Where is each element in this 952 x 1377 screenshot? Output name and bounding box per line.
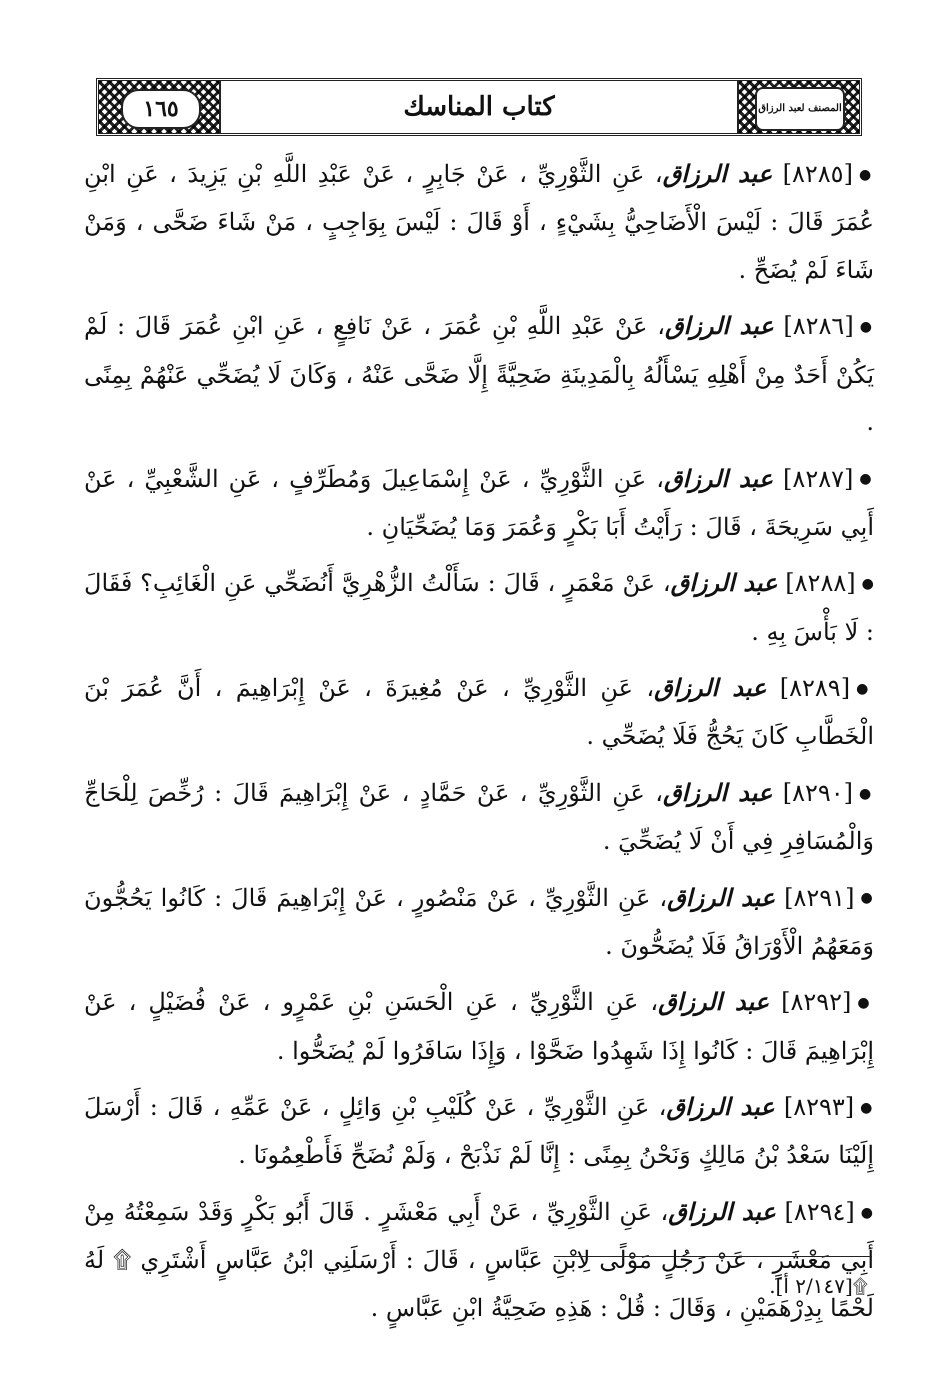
narrator-name: عبد الرزاق <box>654 673 767 702</box>
hadith-number: [٨٢٩٤] <box>784 1197 855 1226</box>
narrator-name: عبد الرزاق <box>666 1092 775 1121</box>
narrator-name: عبد الرزاق <box>663 463 773 493</box>
hadith-entry: ●[٨٢٨٧] عبد الرزاق، عَنِ الثَّوْرِيِّ ، عَنْ إِسْمَاعِيلَ وَمُطَرِّفٍ ، عَنِ الشَّعْبِيِّ ، عَنْ أَبِي سَرِيحَةَ ، قَالَ : رَأَيْتُ أَبَا بَكْرٍ وَعُمَرَ وَمَا يُضَحِّيَانِ . <box>84 463 874 541</box>
book-logo: المصنف لعبد الرزاق <box>755 87 845 131</box>
hadith-number: [٨٢٨٩] <box>779 674 851 702</box>
hadith-text: ، عَنِ الثَّوْرِيِّ ، عَنْ جَابِرٍ ، عَنْ عَبْدِ اللَّهِ بْنِ يَزِيدَ ، عَنِ ابْنِ عُمَرَ قَالَ : لَيْسَ الْأَضَاحِيُّ بِشَيْءٍ ، أَوْ قَالَ : لَيْسَ بِوَاجِبٍ ، مَنْ شَاءَ ضَحَّى ، وَمَنْ شَاءَ لَمْ يُضَحِّ . <box>84 160 874 284</box>
hadith-entry: ●[٨٢٩٤] عبد الرزاق، عَنِ الثَّوْرِيِّ ، عَنْ أَبِي مَعْشَرٍ . قَالَ أَبُو بَكْرٍ وَقَدْ سَمِعْتُهُ مِنْ أَبِي مَعْشَرٍ ، عَنْ رَجُلٍ مَوْلًى لِابْنِ عَبَّاسٍ ، قَالَ : أَرْسَلَنِي ابْنُ عَبَّاسٍ أَشْتَرِي ۩ لَهُ لَحْمًا بِدِرْهَمَيْنِ ، وَقَالَ : قُلْ : هَذِهِ ضَحِيَّةُ ابْنِ عَبَّاسٍ . <box>84 1196 874 1322</box>
hadith-entry: ●[٨٢٩٢] عبد الرزاق، عَنِ الثَّوْرِيِّ ، عَنِ الْحَسَنِ بْنِ عَمْرٍو ، عَنْ فُضَيْلٍ ، عَنْ إِبْرَاهِيمَ قَالَ : كَانُوا إِذَا شَهِدُوا ضَحَّوْا ، وَإِذَا سَافَرُوا لَمْ يُضَحُّوا . <box>84 987 874 1065</box>
hadith-text: ، عَنِ الثَّوْرِيِّ ، عَنْ حَمَّادٍ ، عَنْ إِبْرَاهِيمَ قَالَ : رُخِّصَ لِلْحَاجِّ وَالْمُسَافِرِ فِي أَنْ لَا يُضَحِّيَ . <box>84 778 874 855</box>
hadith-text: ، عَنْ مَعْمَرٍ ، قَالَ : سَأَلْتُ الزُّهْرِيَّ أَنُضَحِّي عَنِ الْغَائِبِ؟ فَقَالَ : لَا بَأْسَ بِهِ . <box>84 569 874 646</box>
hadith-text: ، عَنِ الثَّوْرِيِّ ، عَنْ كُلَيْبِ بْنِ وَائِلٍ ، عَنْ عَمِّهِ ، قَالَ : أَرْسَلَ إِلَيْنَا سَعْدُ بْنُ مَالِكٍ وَنَحْنُ بِمِنًى : إِنَّا لَمْ نَذْبَحْ ، وَلَمْ نُضَحِّ فَأَطْعِمُونَا . <box>84 1093 874 1170</box>
hadith-text: ، عَنِ الثَّوْرِيِّ ، عَنْ إِسْمَاعِيلَ وَمُطَرِّفٍ ، عَنِ الشَّعْبِيِّ ، عَنْ أَبِي سَرِيحَةَ ، قَالَ : رَأَيْتُ أَبَا بَكْرٍ وَعُمَرَ وَمَا يُضَحِّيَانِ . <box>84 464 874 541</box>
hadith-text: ، عَنِ الثَّوْرِيِّ ، عَنْ مَنْصُورٍ ، عَنْ إِبْرَاهِيمَ قَالَ : كَانُوا يَحُجُّونَ وَمَعَهُمُ الْأَوْرَاقُ فَلَا يُضَحُّونَ . <box>84 883 874 960</box>
hadith-entry: ●[٨٢٩٠] عبد الرزاق، عَنِ الثَّوْرِيِّ ، عَنْ حَمَّادٍ ، عَنْ إِبْرَاهِيمَ قَالَ : رُخِّصَ لِلْحَاجِّ وَالْمُسَافِرِ فِي أَنْ لَا يُضَحِّيَ . <box>84 777 874 855</box>
narrator-name: عبد الرزاق <box>662 159 773 188</box>
hadith-text: ، عَنِ الثَّوْرِيِّ ، عَنْ مُغِيرَةَ ، عَنْ إِبْرَاهِيمَ ، أَنَّ عُمَرَ بْنَ الْخَطَّابِ كَانَ يَحُجُّ فَلَا يُضَحِّي . <box>84 674 874 751</box>
narrator-name: عبد الرزاق <box>668 1196 776 1226</box>
hadith-entry: ●[٨٢٨٥] عبد الرزاق، عَنِ الثَّوْرِيِّ ، عَنْ جَابِرٍ ، عَنْ عَبْدِ اللَّهِ بْنِ يَزِيدَ ، عَنِ ابْنِ عُمَرَ قَالَ : لَيْسَ الْأَضَاحِيُّ بِشَيْءٍ ، أَوْ قَالَ : لَيْسَ بِوَاجِبٍ ، مَنْ شَاءَ ضَحَّى ، وَمَنْ شَاءَ لَمْ يُضَحِّ . <box>84 159 874 284</box>
hadith-entry: ●[٨٢٨٨] عبد الرزاق، عَنْ مَعْمَرٍ ، قَالَ : سَأَلْتُ الزُّهْرِيَّ أَنُضَحِّي عَنِ الْغَائِبِ؟ فَقَالَ : لَا بَأْسَ بِهِ . <box>84 568 875 646</box>
narrator-name: عبد الرزاق <box>658 987 770 1017</box>
hadith-number: [٨٢٩١] <box>784 883 855 912</box>
narrator-name: عبد الرزاق <box>664 311 774 341</box>
page-number: ١٦٥ <box>121 89 201 129</box>
narrator-name: عبد الرزاق <box>667 882 776 912</box>
hadith-text: ، عَنِ الثَّوْرِيِّ ، عَنْ أَبِي مَعْشَرٍ . قَالَ أَبُو بَكْرٍ وَقَدْ سَمِعْتُهُ مِنْ أَبِي مَعْشَرٍ ، عَنْ رَجُلٍ مَوْلًى لِابْنِ عَبَّاسٍ ، قَالَ : أَرْسَلَنِي ابْنُ عَبَّاسٍ أَشْتَرِي ۩ لَهُ لَحْمًا بِدِرْهَمَيْنِ ، وَقَالَ : قُلْ : هَذِهِ ضَحِيَّةُ ابْنِ عَبَّاسٍ . <box>84 1197 874 1322</box>
page-header <box>96 78 862 136</box>
narrator-name: عبد الرزاق <box>670 568 778 598</box>
ornament-left <box>99 81 221 133</box>
hadith-entry: ●[٨٢٨٩] عبد الرزاق، عَنِ الثَّوْرِيِّ ، عَنْ مُغِيرَةَ ، عَنْ إِبْرَاهِيمَ ، أَنَّ عُمَرَ بْنَ الْخَطَّابِ كَانَ يَحُجُّ فَلَا يُضَحِّي . <box>84 673 874 751</box>
hadith-number: [٨٢٨٦] <box>783 312 854 341</box>
ornament-right <box>737 81 859 133</box>
hadith-list <box>84 150 874 1340</box>
hadith-number: [٨٢٩٠] <box>782 778 854 807</box>
hadith-number: [٨٢٨٨] <box>785 569 856 598</box>
hadith-entry: ●[٨٢٩١] عبد الرزاق، عَنِ الثَّوْرِيِّ ، عَنْ مَنْصُورٍ ، عَنْ إِبْرَاهِيمَ قَالَ : كَانُوا يَحُجُّونَ وَمَعَهُمُ الْأَوْرَاقُ فَلَا يُضَحُّونَ . <box>84 882 874 960</box>
hadith-text: ، عَنِ الثَّوْرِيِّ ، عَنِ الْحَسَنِ بْنِ عَمْرٍو ، عَنْ فُضَيْلٍ ، عَنْ إِبْرَاهِيمَ قَالَ : كَانُوا إِذَا شَهِدُوا ضَحَّوْا ، وَإِذَا سَافَرُوا لَمْ يُضَحُّوا . <box>84 988 874 1065</box>
hadith-text: ، عَنْ عَبْدِ اللَّهِ بْنِ عُمَرَ ، عَنْ نَافِعٍ ، عَنِ ابْنِ عُمَرَ قَالَ : لَمْ يَكُنْ أَحَدٌ مِنْ أَهْلِهِ يَسْأَلُهُ بِالْمَدِينَةِ ضَحِيَّةً إِلَّا ضَحَّى عَنْهُ ، وَكَانَ لَا يُضَحِّي عَنْهُمْ بِمِنًى . <box>84 312 874 436</box>
hadith-number: [٨٢٨٥] <box>782 160 853 188</box>
hadith-number: [٨٢٩٣] <box>783 1093 855 1121</box>
footnote-divider <box>554 1256 872 1257</box>
hadith-entry: ●[٨٢٩٣] عبد الرزاق، عَنِ الثَّوْرِيِّ ، عَنْ كُلَيْبِ بْنِ وَائِلٍ ، عَنْ عَمِّهِ ، قَالَ : أَرْسَلَ إِلَيْنَا سَعْدُ بْنُ مَالِكٍ وَنَحْنُ بِمِنًى : إِنَّا لَمْ نَذْبَحْ ، وَلَمْ نُضَحِّ فَأَطْعِمُونَا . <box>84 1092 874 1170</box>
hadith-entry: ●[٨٢٨٦] عبد الرزاق، عَنْ عَبْدِ اللَّهِ بْنِ عُمَرَ ، عَنْ نَافِعٍ ، عَنِ ابْنِ عُمَرَ قَالَ : لَمْ يَكُنْ أَحَدٌ مِنْ أَهْلِهِ يَسْأَلُهُ بِالْمَدِينَةِ ضَحِيَّةً إِلَّا ضَحَّى عَنْهُ ، وَكَانَ لَا يُضَحِّي عَنْهُمْ بِمِنًى . <box>84 311 874 436</box>
book-title: كتاب المناسك <box>403 92 555 122</box>
hadith-number: [٨٢٨٧] <box>783 464 854 493</box>
hadith-number: [٨٢٩٢] <box>781 988 852 1017</box>
narrator-name: عبد الرزاق <box>662 777 773 807</box>
footnote: ۩[٢/١٤٧ أ]. <box>769 1274 868 1298</box>
